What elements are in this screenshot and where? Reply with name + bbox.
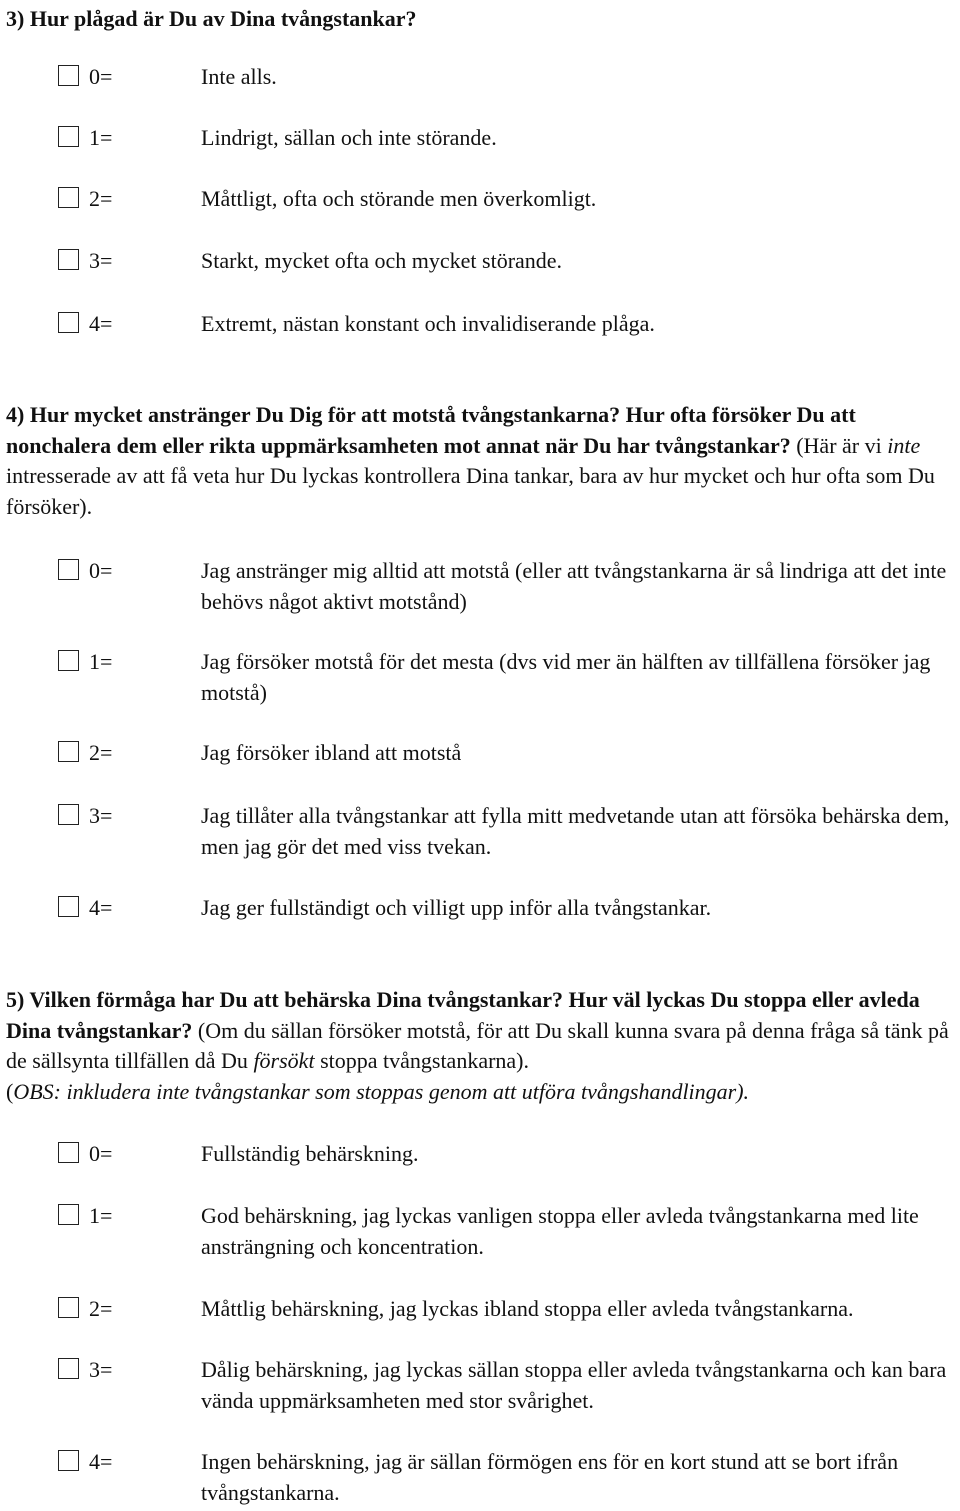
option-text: Jag ger fullständigt och villigt upp inför alla tvångstankar.	[201, 895, 712, 920]
question-5-block	[6, 985, 956, 1107]
question-5-note-emphasis: försökt	[253, 1048, 315, 1073]
checkbox-icon[interactable]	[58, 1358, 79, 1379]
question-5-obs-paren: (	[6, 1078, 14, 1104]
q5-option-1	[0, 1201, 960, 1265]
checkbox-icon[interactable]	[58, 650, 79, 671]
option-text: Lindrigt, sällan och inte störande.	[201, 125, 497, 150]
checkbox-icon[interactable]	[58, 65, 79, 86]
question-5-obs-note: OBS: inkludera inte tvångstankar som stoppas genom att utföra tvångshandlingar).	[13, 1078, 750, 1104]
option-number: 2=	[89, 1296, 113, 1321]
q3-option-1	[0, 123, 960, 187]
option-text: Fullständig behärskning.	[201, 1141, 419, 1166]
question-4-block	[6, 400, 956, 522]
option-number: 4=	[89, 895, 113, 920]
checkbox-icon[interactable]	[58, 1450, 79, 1471]
option-text: Jag anstränger mig alltid att motstå (eller att tvångstankarna är så lindriga att det inte behövs något aktivt motstånd)	[201, 558, 947, 614]
checkbox-icon[interactable]	[58, 559, 79, 580]
q4-option-1	[0, 647, 960, 711]
checkbox-icon[interactable]	[58, 312, 79, 333]
option-number: 0=	[89, 558, 113, 583]
option-text: God behärskning, jag lyckas vanligen stoppa eller avleda tvångstankarna med lite ansträngning och koncentration.	[201, 1203, 919, 1259]
checkbox-icon[interactable]	[58, 1204, 79, 1225]
q3-option-0	[0, 62, 960, 126]
q5-option-0	[0, 1139, 960, 1203]
option-text: Inte alls.	[201, 64, 277, 89]
checkbox-icon[interactable]	[58, 1297, 79, 1318]
option-number: 4=	[89, 1449, 113, 1474]
option-number: 0=	[89, 1141, 113, 1166]
question-5-title: 5) Vilken förmåga har Du att behärska Dina tvångstankar? Hur väl lyckas Du stoppa eller avleda Dina tvångstankar?	[6, 987, 920, 1043]
option-number: 1=	[89, 649, 113, 674]
q5-option-2	[0, 1294, 960, 1358]
q4-option-3	[0, 801, 960, 865]
checkbox-icon[interactable]	[58, 896, 79, 917]
q3-option-4	[0, 309, 960, 373]
question-4-note-end: intresserade av att få veta hur Du lyckas kontrollera Dina tankar, bara av hur mycket och hur ofta som Du försöker).	[6, 463, 935, 519]
q3-option-2	[0, 184, 960, 248]
option-text: Jag tillåter alla tvångstankar att fylla mitt medvetande utan att försöka behärska dem, men jag gör det med viss tvekan.	[201, 803, 950, 859]
option-number: 3=	[89, 248, 113, 273]
option-text: Dålig behärskning, jag lyckas sällan stoppa eller avleda tvångstankarna och kan bara vända uppmärksamheten med stor svårighet.	[201, 1357, 947, 1413]
checkbox-icon[interactable]	[58, 187, 79, 208]
option-text: Jag försöker motstå för det mesta (dvs vid mer än hälften av tillfällena försöker jag motstå)	[201, 649, 931, 705]
option-number: 2=	[89, 740, 113, 765]
q4-option-4	[0, 893, 960, 957]
question-3-title: 3) Hur plågad är Du av Dina tvångstankar?	[6, 6, 417, 31]
option-text: Måttlig behärskning, jag lyckas ibland stoppa eller avleda tvångstankarna.	[201, 1296, 854, 1321]
option-text: Starkt, mycket ofta och mycket störande.	[201, 248, 563, 273]
question-4-note-emphasis: inte	[887, 432, 921, 458]
q5-option-4	[0, 1447, 960, 1511]
option-text: Jag försöker ibland att motstå	[201, 740, 462, 765]
q4-option-0	[0, 556, 960, 620]
checkbox-icon[interactable]	[58, 804, 79, 825]
option-text: Extremt, nästan konstant och invalidiserande plåga.	[201, 311, 655, 336]
option-number: 3=	[89, 803, 113, 828]
option-number: 1=	[89, 125, 113, 150]
checkbox-icon[interactable]	[58, 741, 79, 762]
checkbox-icon[interactable]	[58, 1142, 79, 1163]
option-text: Ingen behärskning, jag är sällan förmögen ens för en kort stund att se bort ifrån tvångstankarna.	[201, 1449, 899, 1505]
question-4-note-start: (Här är vi	[796, 432, 888, 458]
option-number: 1=	[89, 1203, 113, 1228]
question-4-title: 4) Hur mycket anstränger Du Dig för att motstå tvångstankarna? Hur ofta försöker Du att nonchalera dem eller rikta uppmärksamheten mot annat när Du har tvångstankar?	[6, 402, 856, 458]
q4-option-2	[0, 738, 960, 802]
option-text: Måttligt, ofta och störande men överkomligt.	[201, 186, 597, 211]
checkbox-icon[interactable]	[58, 126, 79, 147]
question-5-note-end: stoppa tvångstankarna).	[314, 1048, 529, 1073]
option-number: 2=	[89, 186, 113, 211]
option-number: 4=	[89, 311, 113, 336]
question-5-note-start: (Om du sällan försöker motstå, för att Du skall kunna svara på denna fråga så tänk på de sällsynta tillfällen då Du	[6, 1017, 949, 1073]
q3-option-3	[0, 246, 960, 310]
option-number: 0=	[89, 64, 113, 89]
option-number: 3=	[89, 1357, 113, 1382]
checkbox-icon[interactable]	[58, 249, 79, 270]
q5-option-3	[0, 1355, 960, 1419]
